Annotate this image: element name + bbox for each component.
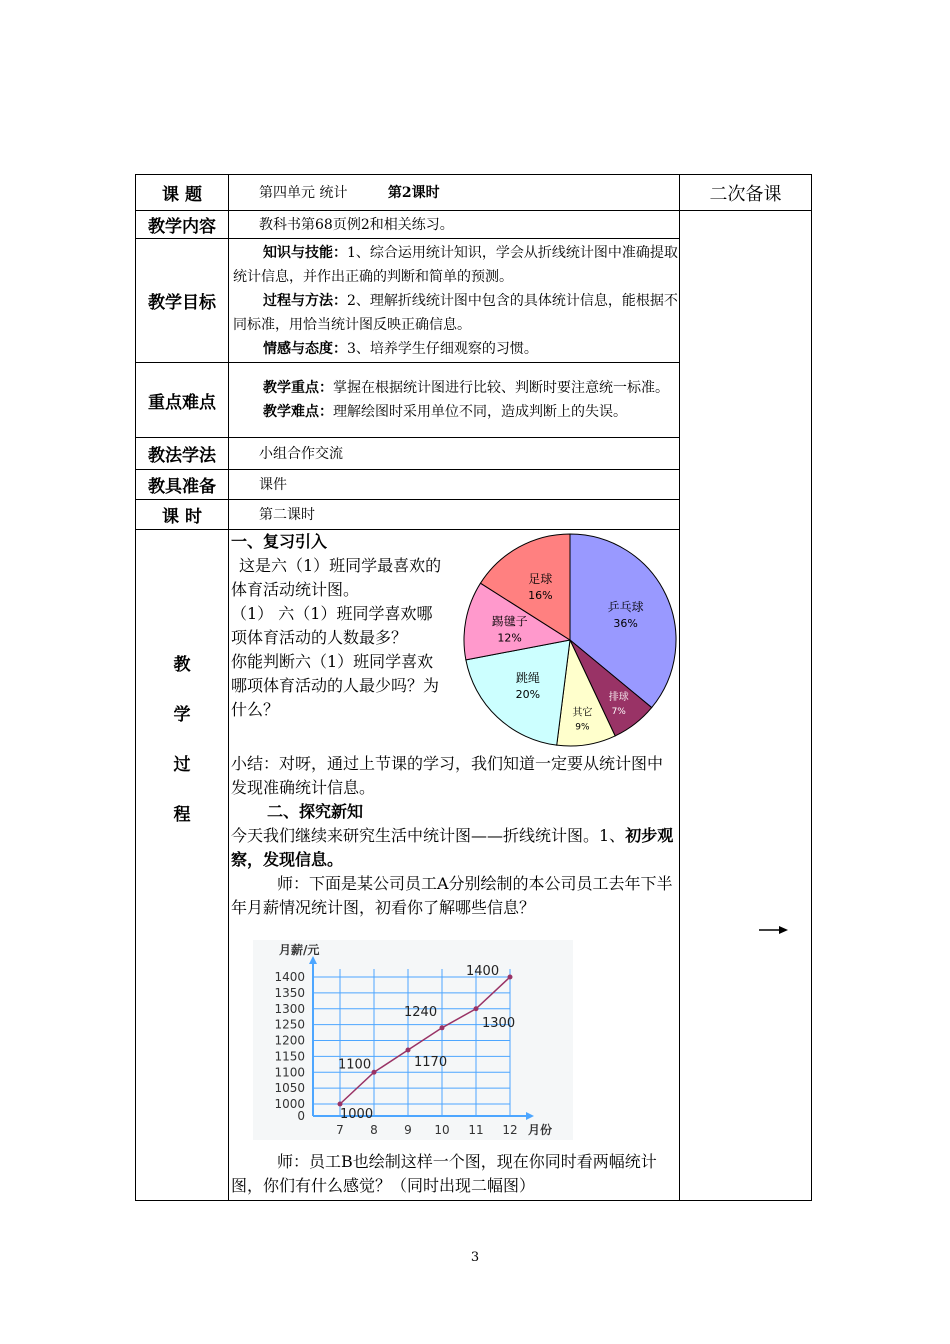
pie-percent: 16% — [528, 589, 553, 603]
x-axis-label: 月份 — [528, 1123, 553, 1137]
x-tick-label: 7 — [336, 1123, 344, 1137]
x-tick-label: 12 — [502, 1123, 518, 1137]
key-text: 教学重点：掌握在根据统计图进行比较、判断时要注意统一标准。 教学难点：理解绘图时采用单位不同，造成判断上的失误。 — [229, 363, 680, 438]
x-tick-label: 10 — [434, 1123, 450, 1137]
y-tick-label: 1350 — [274, 985, 305, 1000]
x-tick-label: 11 — [468, 1123, 484, 1137]
y-tick-label: 1400 — [274, 970, 305, 984]
y-tick-label: 1150 — [274, 1049, 305, 1064]
backup-column — [680, 211, 812, 1201]
period-value: 第二课时 — [229, 500, 680, 530]
backup-label: 二次备课 — [680, 175, 812, 211]
method-value: 小组合作交流 — [229, 438, 680, 470]
teacher-prompt-b: 师：员工B也绘制这样一个图，现在你同时看两幅统计图，你们有什么感觉？（同时出现二幅图） — [231, 1152, 657, 1195]
data-point — [508, 975, 513, 980]
pie-label: 其它 — [572, 707, 593, 719]
tools-label: 教具准备 — [136, 470, 229, 500]
y-tick-label: 1250 — [274, 1017, 305, 1032]
y-axis-label: 月薪/元 — [279, 943, 320, 957]
process-label-char: 过 — [173, 755, 191, 775]
data-point — [338, 1102, 343, 1107]
x-tick-label: 9 — [404, 1123, 412, 1137]
process-label-char: 教 — [173, 655, 191, 675]
pie-percent: 7% — [611, 706, 626, 717]
pie-percent: 9% — [575, 722, 590, 733]
data-label: 1400 — [466, 964, 500, 979]
pie-label: 跳绳 — [515, 670, 540, 685]
process-label-char: 学 — [173, 705, 191, 725]
topic-value: 第四单元 统计 第2课时 — [229, 175, 680, 211]
data-label: 1300 — [482, 1015, 516, 1031]
content-label: 教学内容 — [136, 211, 229, 239]
pie-percent: 36% — [613, 616, 638, 630]
goals-text: 知识与技能：1、综合运用统计知识，学会从折线统计图中准确提取统计信息，并作出正确的判断和简单的预测。 过程与方法：2、理解折线统计图中包含的具体统计信息，能根据不同标准，用恰当统计图反映正确信息。 情感与态度：3、培养学生仔细观察的习惯。 — [229, 239, 680, 363]
process-label-char: 程 — [173, 805, 191, 825]
arrow-icon — [757, 920, 789, 940]
data-point — [440, 1025, 445, 1030]
data-point — [372, 1070, 377, 1075]
lesson-plan-table — [135, 174, 812, 1201]
pie-percent: 20% — [515, 687, 541, 701]
process-content — [229, 530, 680, 1201]
explore-intro: 今天我们继续来研究生活中统计图——折线统计图。1、初步观察，发现信息。 — [231, 826, 674, 869]
y-tick-label: 1200 — [274, 1033, 305, 1048]
pie-percent: 12% — [497, 631, 522, 645]
period-label: 课 时 — [136, 500, 229, 530]
review-question-2: 你能判断六（1）班同学喜欢哪项体育活动的人最少吗？为什么？ — [231, 652, 440, 719]
page-number: 3 — [470, 1250, 480, 1265]
teacher-prompt-a: 师：下面是某公司员工A分别绘制的本公司员工去年下半年月薪情况统计图，初看你了解哪些信息？ — [231, 874, 673, 917]
y-tick-label: 1050 — [274, 1081, 305, 1096]
review-intro: 这是六（1）班同学最喜欢的体育活动统计图。 — [231, 556, 442, 599]
activity-pie-chart — [462, 530, 680, 750]
pie-label: 足球 — [528, 572, 553, 587]
key-label: 重点难点 — [136, 363, 229, 438]
pie-label: 排球 — [608, 691, 629, 703]
topic-label: 课 题 — [136, 175, 229, 211]
y-tick-label: 1100 — [274, 1065, 305, 1080]
y-tick-label: 0 — [297, 1109, 305, 1123]
process-label — [136, 530, 229, 1201]
data-label: 1100 — [338, 1057, 372, 1073]
section-explore-heading: 二、探究新知 — [267, 802, 364, 821]
pie-label: 踢毽子 — [491, 614, 528, 629]
section-review-heading: 一、复习引入 — [231, 532, 328, 551]
salary-line-chart — [253, 940, 573, 1140]
data-point — [406, 1048, 411, 1053]
data-label: 1170 — [414, 1055, 448, 1071]
y-tick-label: 1000 — [274, 1097, 305, 1111]
goals-label: 教学目标 — [136, 239, 229, 363]
data-label: 1240 — [404, 1004, 438, 1020]
y-tick-label: 1300 — [274, 1001, 305, 1016]
review-summary: 小结：对呀，通过上节课的学习，我们知道一定要从统计图中发现准确统计信息。 — [231, 754, 664, 797]
tools-value: 课件 — [229, 470, 680, 500]
pie-label: 乒乓球 — [607, 599, 644, 614]
data-point — [474, 1006, 479, 1011]
x-tick-label: 8 — [370, 1123, 378, 1137]
content-value: 教科书第68页例2和相关练习。 — [229, 211, 680, 239]
method-label: 教法学法 — [136, 438, 229, 470]
review-question-1: （1） 六（1）班同学喜欢哪项体育活动的人数最多？ — [231, 604, 433, 647]
data-label: 1000 — [340, 1107, 374, 1122]
